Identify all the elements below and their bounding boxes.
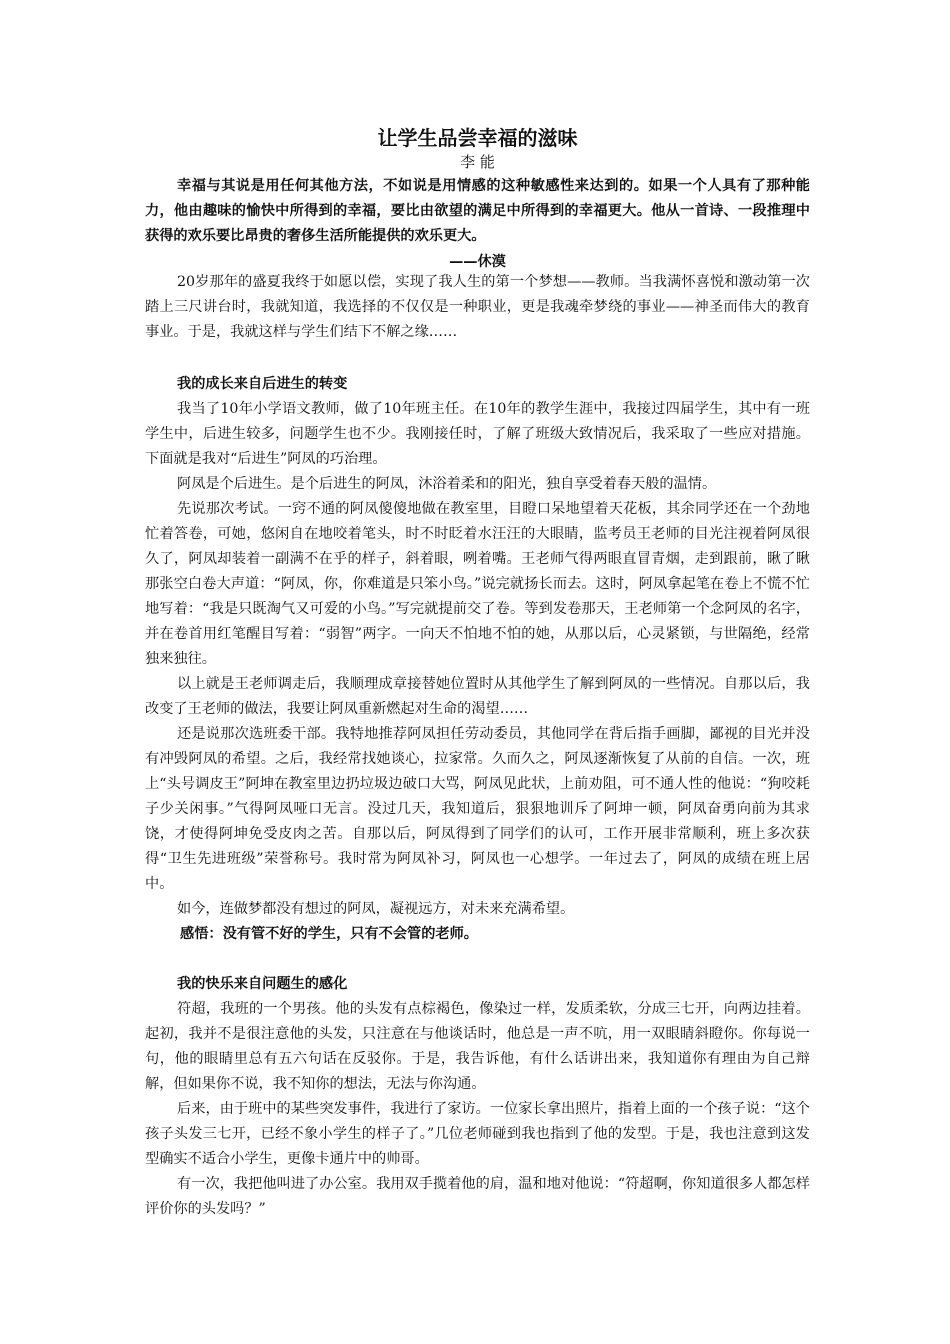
paragraph: 有一次，我把他叫进了办公室。我用双手揽着他的肩，温和地对他说：“符超啊，你知道很多人都怎样评价你的头发吗？” <box>145 1176 810 1217</box>
author: 李 能 <box>460 153 495 171</box>
insight: 感悟：没有管不好的学生，只有不会管的老师。 <box>180 926 478 942</box>
paragraph: 后来，由于班中的某些突发事件，我进行了家访。一位家长拿出照片，指着上面的一个孩子说：“这个孩子头发三七开，已经不象小学生的样子了。”几位老师碰到我也指到了他的发型。于是，我也注意到这发型确实不适合小学生，更像卡通片中的帅哥。 <box>145 1101 810 1167</box>
paragraph: 我当了10年小学语文教师，做了10年班主任。在10年的教学生涯中，我接过四届学生，其中有一班学生中，后进生较多，问题学生也不少。我刚接任时，了解了班级大致情况后，我采取了一些应对措施。下面就是我对“后进生”阿凤的巧治理。 <box>145 401 810 467</box>
intro-paragraph: 20岁那年的盛夏我终于如愿以偿，实现了我人生的第一个梦想——教师。当我满怀喜悦和激动第一次踏上三尺讲台时，我就知道，我选择的不仅仅是一种职业，更是我魂牵梦绕的事业——神圣而伟大的教育事业。于是，我就这样与学生们结下不解之缘…… <box>145 274 810 340</box>
paragraph: 以上就是王老师调走后，我顺理成章接替她位置时从其他学生了解到阿凤的一些情况。自那以后，我改变了王老师的做法，我要让阿凤重新燃起对生命的渴望…… <box>145 676 810 717</box>
section-heading: 我的成长来自后进生的转变 <box>177 376 348 392</box>
paragraph: 如今，连做梦都没有想过的阿凤，凝视远方，对未来充满希望。 <box>177 901 575 917</box>
document-title: 让学生品尝幸福的滋味 <box>377 126 578 150</box>
section-heading: 我的快乐来自问题生的感化 <box>177 976 348 992</box>
paragraph: 还是说那次选班委干部。我特地推荐阿凤担任劳动委员，其他同学在背后指手画脚，鄙视的目光并没有冲毁阿凤的希望。之后，我经常找她谈心，拉家常。久而久之，阿凤逐渐恢复了从前的自信。一次，班上“头号调皮王”阿坤在教室里边扔垃圾边破口大骂，阿凤见此状，上前劝阻，可不通人性的他说：“狗咬耗子少关闲事。”气得阿凤哑口无言。没过几天，我知道后，狠狠地训斥了阿坤一顿，阿凤奋勇向前为其求饶，才使得阿坤免受皮肉之苦。自那以后，阿凤得到了同学们的认可，工作开展非常顺利，班上多次获得“卫生先进班级”荣誉称号。我时常为阿凤补习，阿凤也一心想学。一年过去了，阿凤的成绩在班上居中。 <box>145 726 810 892</box>
epigraph: 幸福与其说是用任何其他方法，不如说是用情感的这种敏感性来达到的。如果一个人具有了那种能力，他由趣味的愉快中所得到的幸福，要比由欲望的满足中所得到的幸福更大。他从一首诗、一段推理中获得的欢乐要比昂贵的奢侈生活所能提供的欢乐更大。 <box>145 178 810 244</box>
paragraph: 符超，我班的一个男孩。他的头发有点棕褐色，像染过一样，发质柔软，分成三七开，向两边挂着。起初，我并不是很注意他的头发，只注意在与他谈话时，他总是一声不吭，用一双眼睛斜瞪你。你每说一句，他的眼睛里总有五六句话在反驳你。于是，我告诉他，有什么话讲出来，我知道你有理由为自己辩解，但如果你不说，我不知你的想法，无法与你沟通。 <box>145 1001 810 1092</box>
paragraph: 先说那次考试。一窍不通的阿凤傻傻地做在教室里，目瞪口呆地望着天花板，其余同学还在一个劲地忙着答卷，可她，悠闲自在地咬着笔头，时不时眨着水汪汪的大眼睛，监考员王老师的目光注视着阿凤很久了，阿凤却装着一副满不在乎的样子，斜着眼，咧着嘴。王老师气得两眼直冒青烟，走到跟前，瞅了瞅那张空白卷大声道：“阿凤，你，你难道是只笨小鸟。”说完就扬长而去。这时，阿凤拿起笔在卷上不慌不忙地写着：“我是只既淘气又可爱的小鸟。”写完就提前交了卷。等到发卷那天，王老师第一个念阿凤的名字，并在卷首用红笔醒目写着：“弱智”两字。一向天不怕地不怕的她，从那以后，心灵紧锁，与世隔绝，经常独来独往。 <box>145 501 810 667</box>
paragraph: 阿凤是个后进生。是个后进生的阿凤，沐浴着柔和的阳光，独自享受着春天般的温情。 <box>177 476 717 492</box>
epigraph-source: ——休漠 <box>449 254 506 270</box>
